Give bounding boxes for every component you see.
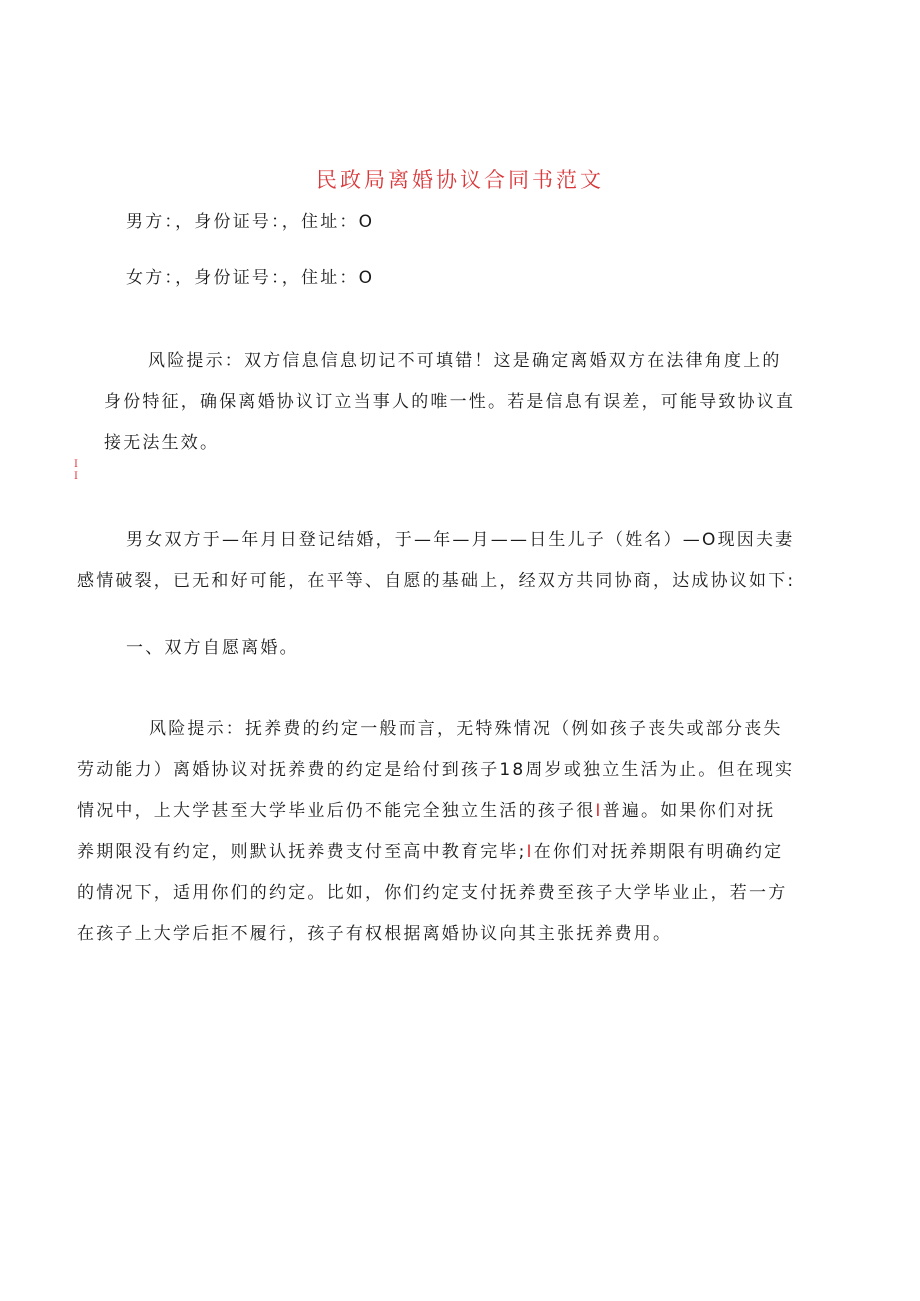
risk-tip-identity-row: 接无法生效。 — [104, 433, 220, 453]
risk-tip-support-row — [77, 832, 794, 873]
female-party-line: 女方：，身份证号：，住址：O — [126, 268, 375, 288]
row-text: 普遍。如果你们对抚 — [602, 801, 776, 821]
risk-tip-identity — [104, 341, 795, 464]
risk-tip-support-row — [77, 791, 794, 832]
risk-tip-support-row: 的情况下，适用你们的约定。比如，你们约定支付抚养费至孩子大学毕业止，若一方 — [77, 883, 788, 903]
document-title: 民政局离婚协议合同书范文 — [316, 168, 604, 192]
clause-1: 一、双方自愿离婚。 — [126, 638, 299, 658]
risk-tip-support-row: 风险提示：抚养费的约定一般而言，无特殊情况（例如孩子丧失或部分丧失 — [149, 719, 783, 739]
margin-marks — [74, 459, 78, 483]
row-text: 在你们对抚养期限有明确约定 — [533, 842, 784, 862]
risk-tip-support — [77, 709, 794, 955]
male-party-line: 男方：，身份证号：，住址：O — [126, 212, 375, 232]
inline-mark: I — [526, 842, 534, 862]
intro-row: 感情破裂，已无和好可能，在平等、自愿的基础上，经双方共同协商，达成协议如下: — [77, 571, 796, 591]
inline-mark: I — [595, 801, 603, 821]
intro-paragraph — [77, 520, 795, 602]
row-text: 情况中，上大学甚至大学毕业后仍不能完全独立生活的孩子很 — [77, 801, 596, 821]
risk-tip-support-row: 在孩子上大学后拒不履行，孩子有权根据离婚协议向其主张抚养费用。 — [77, 924, 673, 944]
intro-row: 男女双方于—年月日登记结婚，于—年—月——日生儿子（姓名）—O现因夫妻 — [126, 530, 795, 550]
risk-tip-identity-row: 风险提示：双方信息信息切记不可填错！这是确定离婚双方在法律角度上的 — [148, 351, 782, 371]
risk-tip-support-row: 劳动能力）离婚协议对抚养费的约定是给付到孩子18周岁或独立生活为止。但在现实 — [77, 760, 795, 780]
row-text: 养期限没有约定，则默认抚养费支付至高中教育完毕; — [77, 842, 527, 862]
risk-tip-identity-row: 身份特征，确保离婚协议订立当事人的唯一性。若是信息有误差，可能导致协议直 — [104, 392, 796, 412]
margin-mark: I — [74, 471, 78, 482]
margin-mark: I — [74, 459, 78, 470]
